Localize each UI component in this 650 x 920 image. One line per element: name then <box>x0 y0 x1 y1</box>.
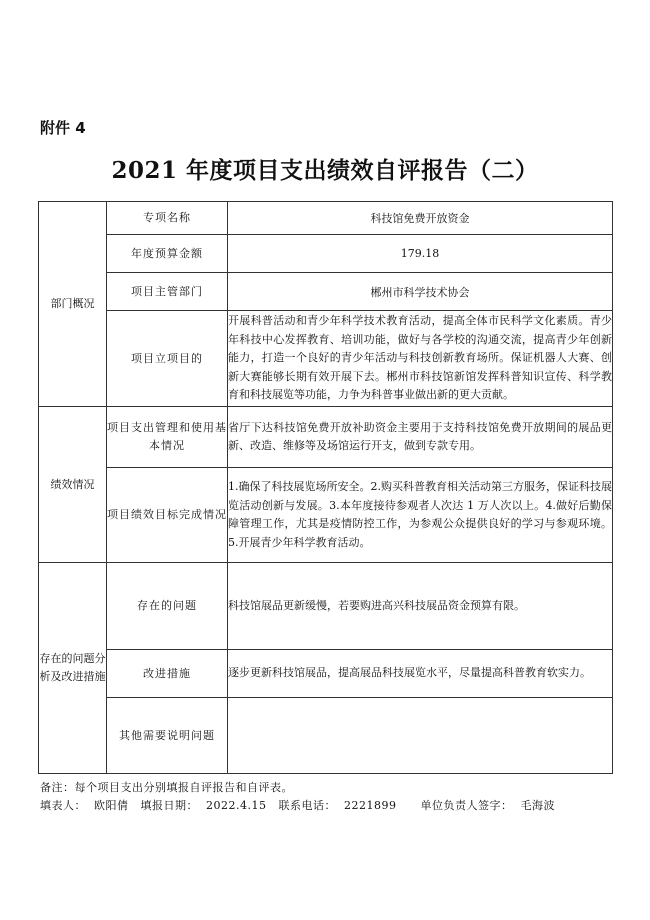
value-purpose: 开展科普活动和青少年科学技术教育活动，提高全体市民科学文化素质。青少年科技中心发挥教育、培训功能，做好与各学校的沟通交流，提高青少年创新能力，打造一个良好的青少年活动与科技创新教育场所。保证机器人大赛、创新大赛能够长期有效开展下去。郴州市科技馆新馆发挥科普知识宣传、科学教育和科技展览等功能，力争为科普事业做出新的更大贡献。 <box>228 311 613 407</box>
value-management: 省厅下达科技馆免费开放补助资金主要用于支持科技馆免费开放期间的展品更新、改造、维修等及场馆运行开支，做到专款专用。 <box>228 407 613 468</box>
report-table <box>38 201 613 774</box>
fill-date: 2022.4.15 <box>206 799 267 812</box>
value-department: 郴州市科学技术协会 <box>228 273 613 311</box>
label-completion: 项目绩效目标完成情况 <box>107 468 228 563</box>
row-other <box>39 698 613 774</box>
label-project-name: 专项名称 <box>107 202 228 235</box>
value-measures: 逐步更新科技馆展品，提高展品科技展览水平，尽量提高科普教育软实力。 <box>228 650 613 698</box>
footer-filler-line <box>40 797 555 813</box>
label-budget: 年度预算金额 <box>107 235 228 273</box>
section-performance: 绩效情况 <box>39 407 107 563</box>
row-measures <box>39 650 613 698</box>
row-completion <box>39 468 613 563</box>
date-label: 填报日期： <box>140 799 198 812</box>
phone-number: 2221899 <box>343 799 397 812</box>
signer-name: 毛海波 <box>520 799 555 812</box>
value-problems: 科技馆展品更新缓慢，若要购进高兴科技展品资金预算有限。 <box>228 563 613 650</box>
sign-label: 单位负责人签字： <box>420 799 513 812</box>
row-budget <box>39 235 613 273</box>
row-project-name <box>39 202 613 235</box>
attachment-label: 附件 4 <box>40 119 86 137</box>
value-completion: 1.确保了科技展览场所安全。2.购买科普教育相关活动第三方服务，保证科技展览活动创新与发展。3.本年度接待参观者人次达 1 万人次以上。4.做好后勤保障管理工作，尤其是疫情防控工作，为参观公众提供良好的学习与参观环境。5.开展青少年科学教育活动。 <box>228 468 613 563</box>
row-management <box>39 407 613 468</box>
row-purpose <box>39 311 613 407</box>
label-department: 项目主管部门 <box>107 273 228 311</box>
filler-label: 填表人： <box>40 799 86 812</box>
section-overview: 部门概况 <box>39 202 107 407</box>
value-budget: 179.18 <box>228 235 613 273</box>
filler-name: 欧阳倩 <box>94 799 129 812</box>
label-problems: 存在的问题 <box>107 563 228 650</box>
report-title: 2021 年度项目支出绩效自评报告（二） <box>111 157 539 184</box>
label-management: 项目支出管理和使用基本情况 <box>107 407 228 468</box>
value-other <box>228 698 613 774</box>
row-department <box>39 273 613 311</box>
section-issues: 存在的问题分析及改进措施 <box>39 563 107 774</box>
label-measures: 改进措施 <box>107 650 228 698</box>
label-purpose: 项目立项目的 <box>107 311 228 407</box>
phone-label: 联系电话： <box>278 799 336 812</box>
label-other: 其他需要说明问题 <box>107 698 228 774</box>
row-problems <box>39 563 613 650</box>
value-project-name: 科技馆免费开放资金 <box>228 202 613 235</box>
footer-note: 备注：每个项目支出分别填报自评报告和自评表。 <box>40 781 293 794</box>
